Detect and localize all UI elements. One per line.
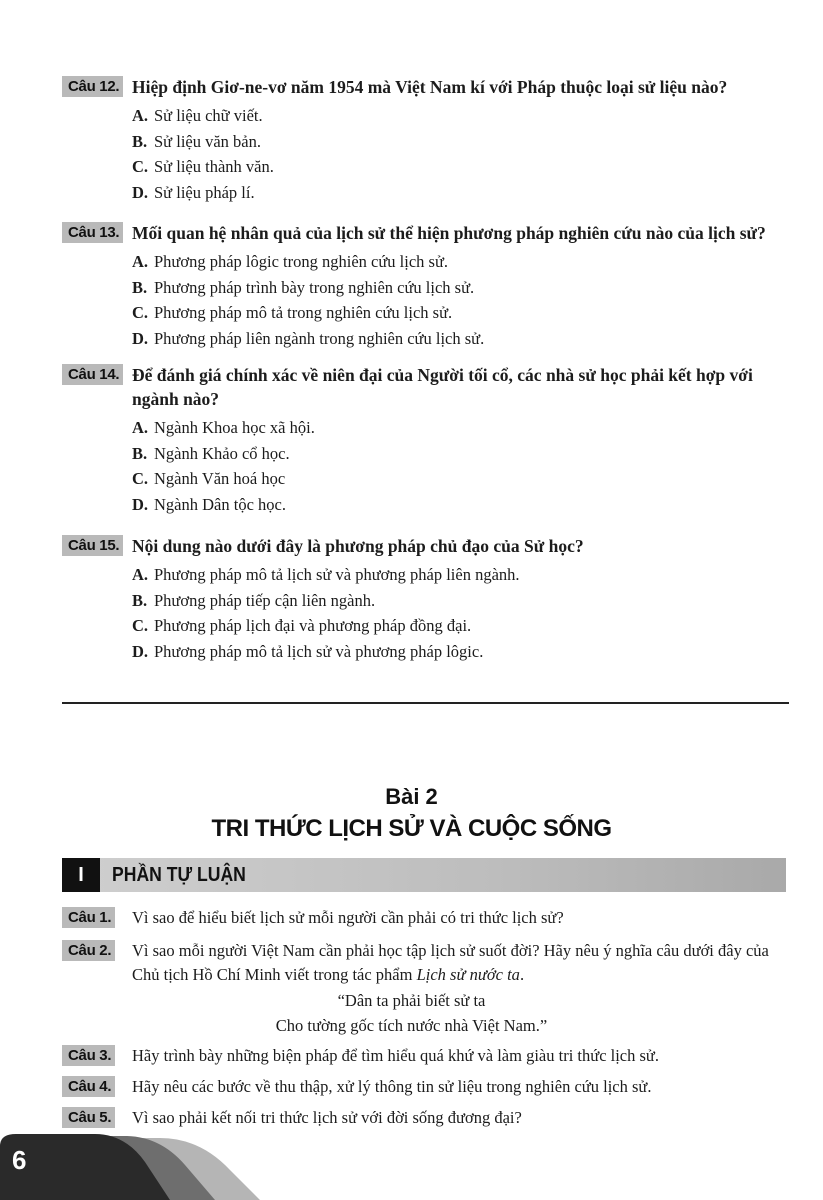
option-c: C. Phương pháp mô tả trong nghiên cứu lịch sử. (132, 303, 453, 322)
question-label: Câu 3. (62, 1045, 115, 1066)
question-label: Câu 14. (62, 364, 123, 385)
section-header (62, 858, 786, 892)
question-stem (62, 221, 791, 245)
essay-question-3 (62, 1044, 791, 1068)
question-text: Để đánh giá chính xác về niên đại của Người tối cổ, các nhà sử học phải kết hợp với ngành nào? (132, 365, 753, 409)
option-b: B. Phương pháp tiếp cận liên ngành. (132, 590, 376, 610)
question-text: Hãy trình bày những biện pháp để tìm hiểu quá khứ và làm giàu tri thức lịch sử. (132, 1046, 659, 1065)
option-c: C. Ngành Văn hoá học (132, 469, 286, 488)
quote-line-1: “Dân ta phải biết sử ta (337, 991, 486, 1010)
question-text: Nội dung nào dưới đây là phương pháp chủ đạo của Sử học? (132, 536, 584, 556)
section-divider (62, 702, 789, 704)
section-title: PHẦN TỰ LUẬN (112, 864, 246, 886)
option-d: D. Ngành Dân tộc học. (132, 494, 286, 514)
question-stem (62, 75, 791, 99)
page-number: 6 (12, 1145, 27, 1175)
question-label: Câu 2. (62, 940, 115, 961)
section-numeral: I (62, 858, 100, 892)
option-a: A. Phương pháp mô tả lịch sử và phương pháp liên ngành. (132, 565, 520, 584)
option-b: B. Ngành Khảo cổ học. (132, 443, 290, 463)
question-text: Vì sao phải kết nối tri thức lịch sử với đời sống đương đại? (132, 1108, 522, 1127)
question-text: Hiệp định Giơ-ne-vơ năm 1954 mà Việt Nam kí với Pháp thuộc loại sử liệu nào? (132, 77, 728, 97)
question-label: Câu 15. (62, 535, 123, 556)
question-text: Vì sao mỗi người Việt Nam cần phải học tập lịch sử suốt đời? Hãy nêu ý nghĩa câu dưới đây của Chủ tịch Hồ Chí Minh viết trong tác phẩm (132, 941, 769, 984)
question-text: Hãy nêu các bước về thu thập, xử lý thông tin sử liệu trong nghiên cứu lịch sử. (132, 1077, 652, 1096)
option-b: B. Phương pháp trình bày trong nghiên cứu lịch sử. (132, 277, 475, 297)
option-d: D. Sử liệu pháp lí. (132, 182, 255, 202)
question-12 (62, 75, 791, 205)
essay-question-5 (62, 1106, 791, 1130)
question-text: Vì sao để hiểu biết lịch sử mỗi người cần phải có tri thức lịch sử? (132, 908, 564, 927)
page-corner-decoration (0, 1130, 330, 1200)
question-label: Câu 4. (62, 1076, 115, 1097)
essay-question-1 (62, 906, 791, 930)
question-label: Câu 12. (62, 76, 123, 97)
question-text: Mối quan hệ nhân quả của lịch sử thể hiện phương pháp nghiên cứu nào của lịch sử? (132, 223, 766, 243)
question-stem (62, 534, 791, 558)
question-label: Câu 1. (62, 907, 115, 928)
book-title: Lịch sử nước ta (416, 965, 520, 984)
lesson-number: Bài 2 (385, 784, 438, 809)
question-14 (62, 363, 791, 517)
question-label: Câu 13. (62, 222, 123, 243)
essay-question-4 (62, 1075, 791, 1099)
essay-question-2: Câu 2. Vì sao mỗi người Việt Nam cần phải học tập lịch sử suốt đời? Hãy nêu ý nghĩa câu dưới đây của Chủ tịch Hồ Chí Minh viết trong tác phẩm Lịch sử nước ta. (62, 939, 791, 987)
option-c: C. Sử liệu thành văn. (132, 157, 274, 176)
lesson-title: TRI THỨC LỊCH SỬ VÀ CUỘC SỐNG (211, 815, 612, 842)
option-b: B. Sử liệu văn bản. (132, 131, 262, 151)
question-13 (62, 221, 791, 351)
question-15 (62, 534, 791, 664)
question-stem (62, 363, 791, 411)
option-d: D. Phương pháp mô tả lịch sử và phương pháp lôgic. (132, 641, 484, 661)
option-d: D. Phương pháp liên ngành trong nghiên cứu lịch sử. (132, 328, 485, 348)
quote-line-2: Cho tường gốc tích nước nhà Việt Nam.” (275, 1016, 548, 1035)
option-a: A. Phương pháp lôgic trong nghiên cứu lịch sử. (132, 252, 449, 271)
option-a: A. Sử liệu chữ viết. (132, 106, 263, 125)
option-c: C. Phương pháp lịch đại và phương pháp đồng đại. (132, 616, 472, 635)
question-label: Câu 5. (62, 1107, 115, 1128)
option-a: A. Ngành Khoa học xã hội. (132, 418, 315, 437)
